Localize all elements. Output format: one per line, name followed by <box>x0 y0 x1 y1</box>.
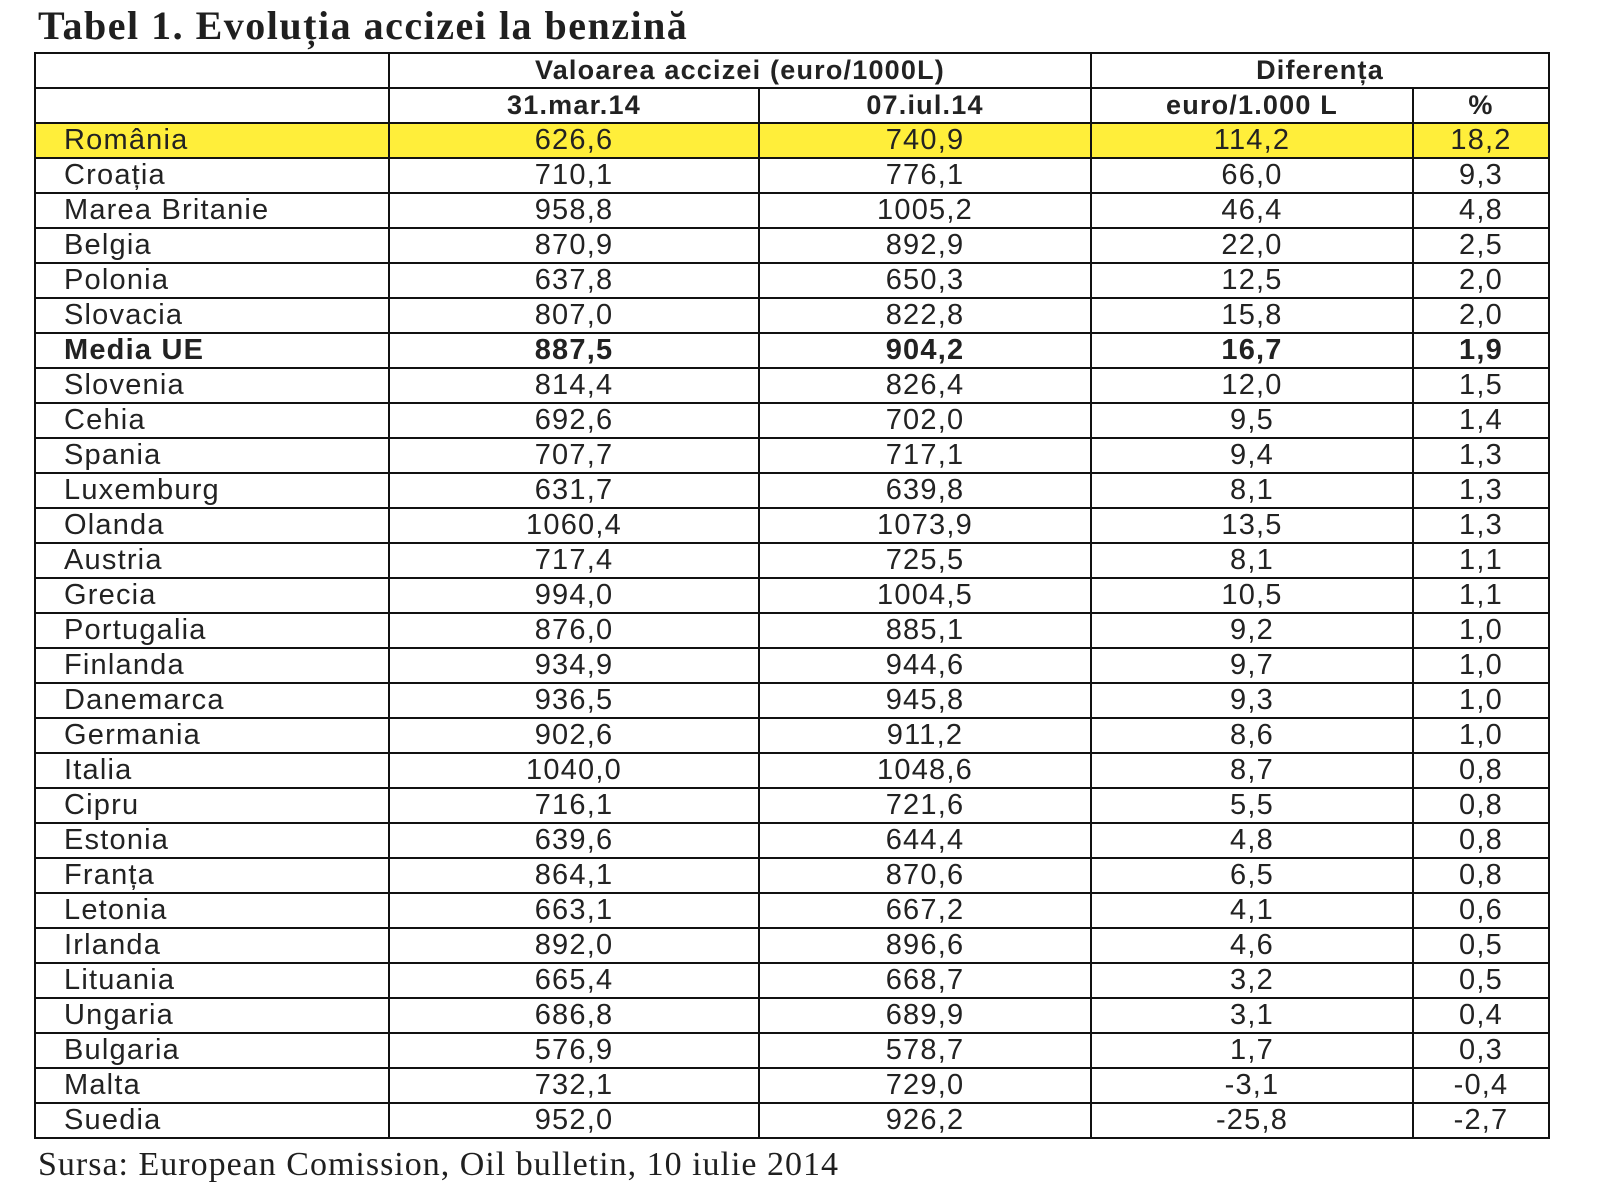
diff-percent-cell: 1,0 <box>1413 683 1549 718</box>
diff-percent-cell: 18,2 <box>1413 123 1549 158</box>
excise-july-cell: 702,0 <box>759 403 1091 438</box>
country-cell: Austria <box>35 543 389 578</box>
table-body <box>35 123 1549 1138</box>
excise-march-cell: 576,9 <box>389 1033 759 1068</box>
excise-march-cell: 631,7 <box>389 473 759 508</box>
diff-euro-cell: 3,1 <box>1091 998 1413 1033</box>
source-note: Sursa: European Comission, Oil bulletin, 10 iulie 2014 <box>38 1146 840 1183</box>
excise-july-cell: 904,2 <box>759 333 1091 368</box>
excise-march-cell: 864,1 <box>389 858 759 893</box>
excise-table <box>34 52 1550 1139</box>
excise-march-cell: 870,9 <box>389 228 759 263</box>
country-cell: Luxemburg <box>35 473 389 508</box>
table-row <box>35 263 1549 298</box>
table-row <box>35 998 1549 1033</box>
country-cell: Polonia <box>35 263 389 298</box>
excise-july-cell: 689,9 <box>759 998 1091 1033</box>
diff-percent-cell: 0,8 <box>1413 788 1549 823</box>
diff-percent-cell: 1,5 <box>1413 368 1549 403</box>
country-cell: Portugalia <box>35 613 389 648</box>
country-cell: Franța <box>35 858 389 893</box>
excise-march-cell: 892,0 <box>389 928 759 963</box>
excise-march-cell: 814,4 <box>389 368 759 403</box>
country-cell: Slovacia <box>35 298 389 333</box>
excise-july-cell: 826,4 <box>759 368 1091 403</box>
diff-percent-cell: -0,4 <box>1413 1068 1549 1103</box>
excise-march-cell: 1040,0 <box>389 753 759 788</box>
excise-march-cell: 710,1 <box>389 158 759 193</box>
diff-euro-cell: 9,5 <box>1091 403 1413 438</box>
country-cell: Danemarca <box>35 683 389 718</box>
diff-percent-cell: 0,5 <box>1413 928 1549 963</box>
table-row <box>35 473 1549 508</box>
diff-percent-cell: 0,6 <box>1413 893 1549 928</box>
country-cell: Media UE <box>35 333 389 368</box>
excise-july-cell: 717,1 <box>759 438 1091 473</box>
header-date-july: 07.iul.14 <box>759 88 1091 123</box>
country-cell: Croația <box>35 158 389 193</box>
excise-july-cell: 729,0 <box>759 1068 1091 1103</box>
table-title: Tabel 1. Evoluția accizei la benzină <box>38 3 689 48</box>
diff-euro-cell: 22,0 <box>1091 228 1413 263</box>
excise-july-cell: 776,1 <box>759 158 1091 193</box>
table-header <box>35 53 1549 123</box>
excise-july-cell: 945,8 <box>759 683 1091 718</box>
excise-march-cell: 887,5 <box>389 333 759 368</box>
excise-july-cell: 578,7 <box>759 1033 1091 1068</box>
header-difference: Diferența <box>1091 53 1549 88</box>
diff-percent-cell: 1,0 <box>1413 718 1549 753</box>
country-cell: Marea Britanie <box>35 193 389 228</box>
table-row <box>35 1103 1549 1138</box>
diff-euro-cell: 4,1 <box>1091 893 1413 928</box>
diff-euro-cell: 16,7 <box>1091 333 1413 368</box>
diff-euro-cell: 4,6 <box>1091 928 1413 963</box>
diff-euro-cell: -25,8 <box>1091 1103 1413 1138</box>
diff-percent-cell: 1,1 <box>1413 578 1549 613</box>
diff-percent-cell: 0,3 <box>1413 1033 1549 1068</box>
table-row <box>35 823 1549 858</box>
table-row <box>35 963 1549 998</box>
excise-july-cell: 639,8 <box>759 473 1091 508</box>
table-row <box>35 1033 1549 1068</box>
excise-july-cell: 1073,9 <box>759 508 1091 543</box>
excise-july-cell: 644,4 <box>759 823 1091 858</box>
table-row <box>35 368 1549 403</box>
diff-percent-cell: 1,3 <box>1413 473 1549 508</box>
diff-euro-cell: 12,0 <box>1091 368 1413 403</box>
diff-euro-cell: 8,7 <box>1091 753 1413 788</box>
excise-march-cell: 626,6 <box>389 123 759 158</box>
excise-march-cell: 934,9 <box>389 648 759 683</box>
excise-march-cell: 902,6 <box>389 718 759 753</box>
excise-july-cell: 667,2 <box>759 893 1091 928</box>
table-row <box>35 158 1549 193</box>
diff-percent-cell: 2,0 <box>1413 298 1549 333</box>
diff-euro-cell: 15,8 <box>1091 298 1413 333</box>
excise-july-cell: 721,6 <box>759 788 1091 823</box>
header-corner-cell <box>35 53 389 88</box>
country-cell: Olanda <box>35 508 389 543</box>
table-row <box>35 753 1549 788</box>
diff-percent-cell: 1,3 <box>1413 508 1549 543</box>
excise-march-cell: 876,0 <box>389 613 759 648</box>
excise-march-cell: 707,7 <box>389 438 759 473</box>
diff-percent-cell: 1,9 <box>1413 333 1549 368</box>
header-date-march: 31.mar.14 <box>389 88 759 123</box>
diff-euro-cell: 9,7 <box>1091 648 1413 683</box>
country-cell: Letonia <box>35 893 389 928</box>
header-country-cell <box>35 88 389 123</box>
diff-percent-cell: -2,7 <box>1413 1103 1549 1138</box>
diff-percent-cell: 1,4 <box>1413 403 1549 438</box>
excise-july-cell: 870,6 <box>759 858 1091 893</box>
diff-percent-cell: 1,1 <box>1413 543 1549 578</box>
excise-july-cell: 896,6 <box>759 928 1091 963</box>
excise-march-cell: 952,0 <box>389 1103 759 1138</box>
diff-euro-cell: 8,1 <box>1091 543 1413 578</box>
excise-july-cell: 650,3 <box>759 263 1091 298</box>
table-row <box>35 788 1549 823</box>
country-cell: Ungaria <box>35 998 389 1033</box>
diff-euro-cell: 9,2 <box>1091 613 1413 648</box>
diff-percent-cell: 0,8 <box>1413 858 1549 893</box>
diff-euro-cell: 9,3 <box>1091 683 1413 718</box>
country-cell: Estonia <box>35 823 389 858</box>
country-cell: Belgia <box>35 228 389 263</box>
excise-july-cell: 944,6 <box>759 648 1091 683</box>
table-row <box>35 928 1549 963</box>
excise-march-cell: 958,8 <box>389 193 759 228</box>
table-row <box>35 333 1549 368</box>
table-row <box>35 578 1549 613</box>
diff-euro-cell: 66,0 <box>1091 158 1413 193</box>
diff-percent-cell: 9,3 <box>1413 158 1549 193</box>
country-cell: Finlanda <box>35 648 389 683</box>
diff-euro-cell: 13,5 <box>1091 508 1413 543</box>
excise-july-cell: 892,9 <box>759 228 1091 263</box>
table-row <box>35 1068 1549 1103</box>
excise-march-cell: 732,1 <box>389 1068 759 1103</box>
table-row <box>35 858 1549 893</box>
diff-euro-cell: 3,2 <box>1091 963 1413 998</box>
diff-percent-cell: 1,3 <box>1413 438 1549 473</box>
excise-march-cell: 717,4 <box>389 543 759 578</box>
excise-july-cell: 1048,6 <box>759 753 1091 788</box>
diff-percent-cell: 0,4 <box>1413 998 1549 1033</box>
diff-euro-cell: 114,2 <box>1091 123 1413 158</box>
excise-march-cell: 663,1 <box>389 893 759 928</box>
sub-header-row <box>35 88 1549 123</box>
diff-percent-cell: 2,0 <box>1413 263 1549 298</box>
country-cell: Cipru <box>35 788 389 823</box>
excise-july-cell: 822,8 <box>759 298 1091 333</box>
table-row <box>35 228 1549 263</box>
country-cell: Suedia <box>35 1103 389 1138</box>
table-row <box>35 893 1549 928</box>
excise-july-cell: 725,5 <box>759 543 1091 578</box>
diff-euro-cell: 46,4 <box>1091 193 1413 228</box>
diff-percent-cell: 1,0 <box>1413 613 1549 648</box>
country-cell: Cehia <box>35 403 389 438</box>
country-cell: Lituania <box>35 963 389 998</box>
excise-july-cell: 911,2 <box>759 718 1091 753</box>
table-row <box>35 543 1549 578</box>
country-cell: Slovenia <box>35 368 389 403</box>
excise-march-cell: 639,6 <box>389 823 759 858</box>
country-cell: Grecia <box>35 578 389 613</box>
diff-euro-cell: 1,7 <box>1091 1033 1413 1068</box>
diff-percent-cell: 2,5 <box>1413 228 1549 263</box>
group-header-row <box>35 53 1549 88</box>
table-row <box>35 403 1549 438</box>
excise-july-cell: 1004,5 <box>759 578 1091 613</box>
diff-euro-cell: 8,6 <box>1091 718 1413 753</box>
diff-euro-cell: 5,5 <box>1091 788 1413 823</box>
country-cell: România <box>35 123 389 158</box>
table-row <box>35 683 1549 718</box>
table-row <box>35 648 1549 683</box>
diff-euro-cell: 8,1 <box>1091 473 1413 508</box>
table-row <box>35 508 1549 543</box>
excise-march-cell: 637,8 <box>389 263 759 298</box>
excise-march-cell: 1060,4 <box>389 508 759 543</box>
excise-march-cell: 994,0 <box>389 578 759 613</box>
table-row <box>35 613 1549 648</box>
diff-euro-cell: -3,1 <box>1091 1068 1413 1103</box>
diff-euro-cell: 6,5 <box>1091 858 1413 893</box>
excise-march-cell: 936,5 <box>389 683 759 718</box>
country-cell: Germania <box>35 718 389 753</box>
country-cell: Bulgaria <box>35 1033 389 1068</box>
table-row <box>35 718 1549 753</box>
diff-percent-cell: 1,0 <box>1413 648 1549 683</box>
table-row <box>35 438 1549 473</box>
excise-july-cell: 926,2 <box>759 1103 1091 1138</box>
excise-july-cell: 668,7 <box>759 963 1091 998</box>
country-cell: Spania <box>35 438 389 473</box>
excise-march-cell: 665,4 <box>389 963 759 998</box>
excise-july-cell: 885,1 <box>759 613 1091 648</box>
country-cell: Malta <box>35 1068 389 1103</box>
country-cell: Italia <box>35 753 389 788</box>
header-excise-value: Valoarea accizei (euro/1000L) <box>389 53 1091 88</box>
diff-euro-cell: 4,8 <box>1091 823 1413 858</box>
diff-percent-cell: 0,8 <box>1413 823 1549 858</box>
diff-percent-cell: 4,8 <box>1413 193 1549 228</box>
excise-march-cell: 692,6 <box>389 403 759 438</box>
table-row <box>35 193 1549 228</box>
diff-euro-cell: 9,4 <box>1091 438 1413 473</box>
excise-march-cell: 716,1 <box>389 788 759 823</box>
table-row <box>35 298 1549 333</box>
diff-euro-cell: 10,5 <box>1091 578 1413 613</box>
excise-july-cell: 1005,2 <box>759 193 1091 228</box>
header-diff-percent: % <box>1413 88 1549 123</box>
excise-march-cell: 807,0 <box>389 298 759 333</box>
diff-percent-cell: 0,8 <box>1413 753 1549 788</box>
diff-percent-cell: 0,5 <box>1413 963 1549 998</box>
excise-march-cell: 686,8 <box>389 998 759 1033</box>
header-diff-euro: euro/1.000 L <box>1091 88 1413 123</box>
country-cell: Irlanda <box>35 928 389 963</box>
table-row <box>35 123 1549 158</box>
diff-euro-cell: 12,5 <box>1091 263 1413 298</box>
excise-july-cell: 740,9 <box>759 123 1091 158</box>
